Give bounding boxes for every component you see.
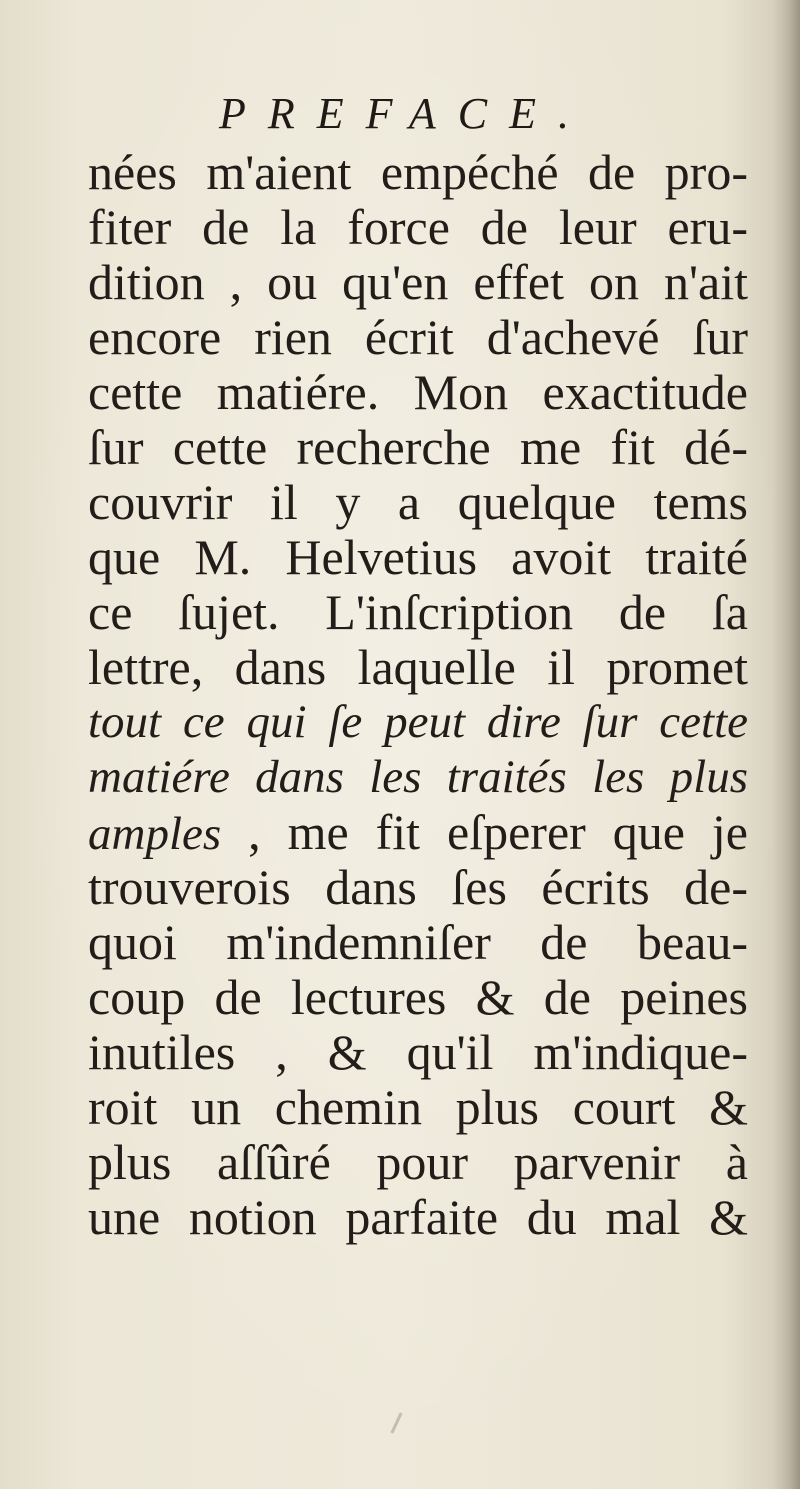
text-line: plus aſſûré pour parvenir à <box>88 1134 748 1190</box>
text-line: dition , ou qu'en effet on n'ait <box>88 254 748 310</box>
text-line: cette matiére. Mon exactitude <box>88 364 748 420</box>
page-edge-shadow <box>772 0 800 1489</box>
text-line: lettre, dans laquelle il promet <box>88 639 748 695</box>
text-line: quoi m'indemniſer de beau- <box>88 914 748 970</box>
text-line: fiter de la force de leur eru- <box>88 199 748 255</box>
text-line: roit un chemin plus court & <box>88 1079 748 1135</box>
text-line: couvrir il y a quelque tems <box>88 474 748 530</box>
text-line: trouverois dans ſes écrits de- <box>88 859 748 915</box>
italic-text-line: matiére dans les traités les plus <box>88 751 748 803</box>
italic-text-line: tout ce qui ſe peut dire ſur cette <box>88 696 748 748</box>
body-text <box>88 145 748 1245</box>
stray-ink-mark <box>390 1412 402 1433</box>
text-line: coup de lectures & de peines <box>88 969 748 1025</box>
running-header: PREFACE. <box>219 89 591 138</box>
text-line: inutiles , & qu'il m'indique- <box>88 1024 748 1080</box>
italic-word: amples <box>88 808 222 860</box>
text-line: nées m'aient empéché de pro- <box>88 144 748 200</box>
text-line: que M. Helvetius avoit traité <box>88 529 748 585</box>
roman-words: , me fit eſperer que je <box>221 804 748 860</box>
text-line: ſur cette recherche me fit dé- <box>88 419 748 475</box>
text-line: encore rien écrit d'achevé ſur <box>88 309 748 365</box>
text-line: ce ſujet. L'inſcription de ſa <box>88 584 748 640</box>
text-line: une notion parfaite du mal & <box>88 1189 748 1245</box>
mixed-text-line <box>88 805 748 860</box>
